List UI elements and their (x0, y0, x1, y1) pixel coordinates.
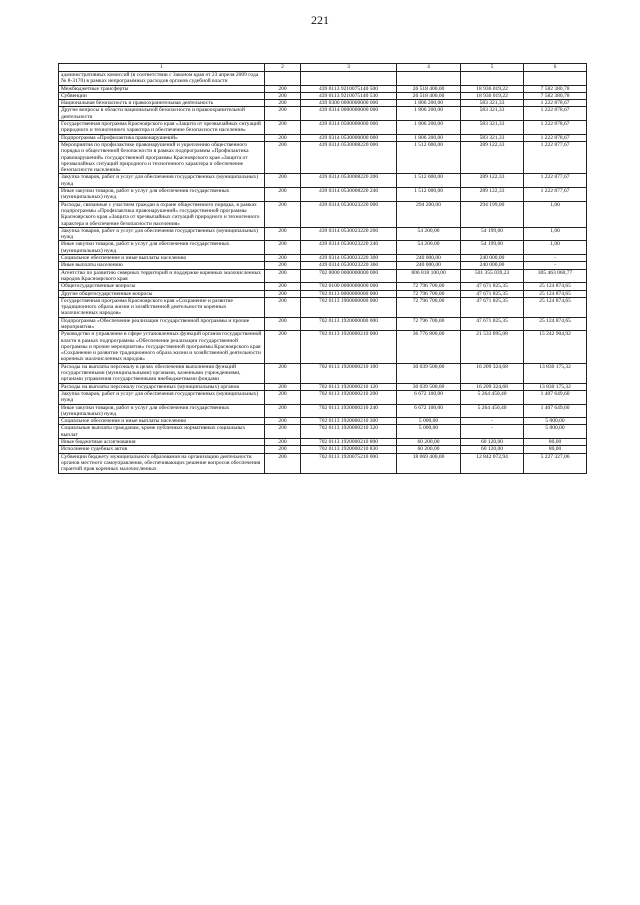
row-code: 200 (265, 446, 301, 453)
row-description: Социальное обеспечение и иные выплаты населению (59, 418, 265, 425)
row-description: административных комиссий (в соответствии с Законом края от 23 апреля 2009 года № 8-3170) в рамках непрограммных расходов органов судебной власти (59, 72, 265, 86)
row-code (265, 72, 301, 86)
table-row (59, 134, 587, 141)
row-approved-amount: 1 512 000,00 (397, 174, 461, 188)
row-code: 200 (265, 255, 301, 262)
row-code: 200 (265, 134, 301, 141)
row-approved-amount: 5 000,00 (397, 418, 461, 425)
row-classifier: 439 0314 0000000000 000 (301, 107, 397, 121)
row-classifier: 702 0113 1920000210 830 (301, 446, 397, 453)
row-classifier: 439 0314 0530008220 240 (301, 188, 397, 202)
row-classifier: 702 0113 1920000210 120 (301, 383, 397, 390)
row-approved-amount: 36 776 800,00 (397, 331, 461, 363)
row-executed-amount: 16 209 324,68 (461, 363, 524, 383)
row-unexecuted-amount: 25 124 874,65 (524, 317, 587, 331)
row-approved-amount: 1 512 000,00 (397, 188, 461, 202)
table-row (59, 297, 587, 317)
row-approved-amount: 6 672 100,00 (397, 390, 461, 404)
row-code: 200 (265, 390, 301, 404)
row-code: 200 (265, 453, 301, 473)
row-unexecuted-amount: 5 227 327,06 (524, 453, 587, 473)
row-description: Общегосударственные вопросы (59, 283, 265, 290)
table-body (59, 72, 587, 474)
row-description: Субвенции (59, 92, 265, 99)
row-executed-amount: 583 321,33 (461, 107, 524, 121)
row-executed-amount: 21 533 895,08 (461, 331, 524, 363)
row-unexecuted-amount: 1 222 878,67 (524, 107, 587, 121)
row-description: Иные закупки товаров, работ и услуг для обеспечения государственных (муниципальных) нужд (59, 188, 265, 202)
table-row (59, 390, 587, 404)
row-executed-amount: 16 209 324,68 (461, 383, 524, 390)
row-code: 200 (265, 269, 301, 283)
row-unexecuted-amount: 25 124 874,65 (524, 283, 587, 290)
table-row (59, 418, 587, 425)
row-unexecuted-amount: 25 124 874,65 (524, 290, 587, 297)
row-executed-amount: 54 199,00 (461, 241, 524, 255)
row-approved-amount: 26 518 400,00 (397, 92, 461, 99)
row-code: 200 (265, 297, 301, 317)
row-code: 200 (265, 404, 301, 418)
row-approved-amount: 54 200,00 (397, 241, 461, 255)
row-description: Закупка товаров, работ и услуг для обеспечения государственных (муниципальных) нужд (59, 390, 265, 404)
row-executed-amount: 289 122,33 (461, 141, 524, 173)
row-classifier: 702 0113 1920075210 000 (301, 453, 397, 473)
row-code: 200 (265, 121, 301, 135)
row-executed-amount: 60 120,00 (461, 439, 524, 446)
row-approved-amount: 72 796 700,00 (397, 283, 461, 290)
row-code: 200 (265, 174, 301, 188)
row-classifier: 702 0113 1900000000 000 (301, 297, 397, 317)
row-approved-amount: 60 200,00 (397, 446, 461, 453)
row-unexecuted-amount: 5 000,00 (524, 425, 587, 439)
row-unexecuted-amount: 15 242 904,92 (524, 331, 587, 363)
row-approved-amount: 72 796 700,00 (397, 297, 461, 317)
row-description: Закупка товаров, работ и услуг для обеспечения государственных (муниципальных) нужд (59, 227, 265, 241)
row-classifier: 439 0314 0530023220 240 (301, 241, 397, 255)
row-executed-amount: 5 264 450,40 (461, 390, 524, 404)
table-row (59, 262, 587, 269)
row-classifier: 439 0300 0000000000 000 (301, 100, 397, 107)
row-executed-amount: 47 671 825,35 (461, 283, 524, 290)
row-description: Другие общегосударственные вопросы (59, 290, 265, 297)
column-header: 1 (59, 64, 265, 72)
row-code: 200 (265, 241, 301, 255)
row-classifier: 439 0314 0530023220 000 (301, 201, 397, 227)
row-code: 200 (265, 425, 301, 439)
row-description: Межбюджетные трансферты (59, 85, 265, 92)
row-classifier: 702 0113 1920000000 000 (301, 317, 397, 331)
row-code: 200 (265, 201, 301, 227)
row-executed-amount: 18 936 019,22 (461, 92, 524, 99)
row-description: Субвенции бюджету муниципального образования на организацию деятельности органов местного самоуправления, обеспечивающих решение вопросов обеспечения гарантий прав коренных малочисленных (59, 453, 265, 473)
row-approved-amount: 60 200,00 (397, 439, 461, 446)
row-approved-amount: 72 796 700,00 (397, 317, 461, 331)
row-classifier: 702 0113 1920000210 100 (301, 363, 397, 383)
row-executed-amount: 47 671 825,35 (461, 317, 524, 331)
row-description: Мероприятия по профилактике правонарушений и укреплению общественного порядка и общественной безопасности в рамках подпрограммы «Профилактика правонарушений» государственной программы Красноярского края «Защита от чрезвычайных ситуаций природного и техногенного характера и обеспечение безопасности населения» (59, 141, 265, 173)
column-header: 6 (524, 64, 587, 72)
table-row (59, 100, 587, 107)
row-approved-amount: 6 672 100,00 (397, 404, 461, 418)
row-approved-amount: 30 039 500,00 (397, 363, 461, 383)
table-header-row (59, 64, 587, 72)
row-unexecuted-amount: 7 582 380,78 (524, 92, 587, 99)
table-row (59, 446, 587, 453)
row-unexecuted-amount: 25 124 874,65 (524, 297, 587, 317)
row-code: 200 (265, 317, 301, 331)
row-approved-amount: 30 039 500,00 (397, 383, 461, 390)
row-executed-amount: 12 842 072,94 (461, 453, 524, 473)
row-classifier: 439 0314 0530008220 000 (301, 141, 397, 173)
row-code: 200 (265, 227, 301, 241)
row-description: Национальная безопасность и правоохранительная деятельность (59, 100, 265, 107)
row-description: Государственная программа Красноярского края «Сохранение и развитие традиционного образа жизни и хозяйственной деятельности коренных малочисленных народов» (59, 297, 265, 317)
row-approved-amount: 5 000,00 (397, 425, 461, 439)
row-classifier: 702 0113 1920000210 300 (301, 418, 397, 425)
table-row (59, 174, 587, 188)
table-row (59, 188, 587, 202)
row-code: 200 (265, 188, 301, 202)
row-approved-amount: 18 069 400,00 (397, 453, 461, 473)
row-classifier: 702 0000 0000000000 000 (301, 269, 397, 283)
row-code: 200 (265, 363, 301, 383)
table-row (59, 363, 587, 383)
row-unexecuted-amount: 305 463 060,77 (524, 269, 587, 283)
row-approved-amount: 1 806 200,00 (397, 134, 461, 141)
row-description: Иные закупки товаров, работ и услуг для обеспечения государственных (муниципальных) нужд (59, 241, 265, 255)
table-row (59, 255, 587, 262)
row-executed-amount: 583 321,33 (461, 121, 524, 135)
row-executed-amount: 5 264 450,40 (461, 404, 524, 418)
table-row (59, 317, 587, 331)
row-executed-amount: 294 199,00 (461, 201, 524, 227)
row-approved-amount: 1 512 000,00 (397, 141, 461, 173)
row-executed-amount: 47 671 825,35 (461, 297, 524, 317)
column-header: 2 (265, 64, 301, 72)
page-number: 221 (311, 13, 329, 27)
table-row (59, 121, 587, 135)
row-classifier: 702 0113 0000000000 000 (301, 290, 397, 297)
row-classifier: 439 0314 0530000000 000 (301, 134, 397, 141)
row-approved-amount: 54 200,00 (397, 227, 461, 241)
row-code: 200 (265, 92, 301, 99)
row-code: 200 (265, 283, 301, 290)
row-executed-amount: 289 122,33 (461, 188, 524, 202)
row-classifier: 439 0314 0500000000 000 (301, 121, 397, 135)
row-classifier: 439 0314 0530023220 360 (301, 262, 397, 269)
table-row (59, 453, 587, 473)
row-code: 200 (265, 100, 301, 107)
row-approved-amount: 1 806 200,00 (397, 107, 461, 121)
row-unexecuted-amount: 13 830 175,32 (524, 363, 587, 383)
row-unexecuted-amount: - (524, 262, 587, 269)
row-description: Расходы на выплаты персоналу в целях обеспечения выполнения функций государственными (муниципальными) органами, казенными учреждениями, органами управления государственными внебюджетными фондами (59, 363, 265, 383)
row-unexecuted-amount (524, 72, 587, 86)
column-header: 3 (301, 64, 397, 72)
table-row (59, 290, 587, 297)
row-description: Закупка товаров, работ и услуг для обеспечения государственных (муниципальных) нужд (59, 174, 265, 188)
row-approved-amount: 294 200,00 (397, 201, 461, 227)
table-row (59, 283, 587, 290)
row-classifier: 702 0113 1920000210 800 (301, 439, 397, 446)
row-unexecuted-amount: 1,00 (524, 201, 587, 227)
row-description: Социальное обеспечение и иные выплаты населению (59, 255, 265, 262)
row-description: Иные закупки товаров, работ и услуг для обеспечения государственных (муниципальных) нужд (59, 404, 265, 418)
row-unexecuted-amount: 13 830 175,32 (524, 383, 587, 390)
row-approved-amount: 72 796 700,00 (397, 290, 461, 297)
row-description: Подпрограмма «Профилактика правонарушений» (59, 134, 265, 141)
row-unexecuted-amount: 1 222 877,67 (524, 141, 587, 173)
row-code: 200 (265, 141, 301, 173)
row-classifier: 439 0113 9210075140 500 (301, 85, 397, 92)
row-executed-amount: 240 000,00 (461, 255, 524, 262)
table-row (59, 201, 587, 227)
row-classifier: 439 0314 0530023220 300 (301, 255, 397, 262)
row-classifier: 439 0113 9210075140 530 (301, 92, 397, 99)
table-row (59, 331, 587, 363)
row-unexecuted-amount: 5 000,00 (524, 418, 587, 425)
column-header: 5 (461, 64, 524, 72)
table-row (59, 107, 587, 121)
row-classifier: 702 0113 1920000210 320 (301, 425, 397, 439)
row-code: 200 (265, 383, 301, 390)
row-classifier: 439 0314 0530023220 200 (301, 227, 397, 241)
row-approved-amount: 806 818 100,00 (397, 269, 461, 283)
row-description: Государственная программа Красноярского края «Защита от чрезвычайных ситуаций природного и техногенного характера и обеспечение безопасности населения» (59, 121, 265, 135)
row-classifier: 702 0113 1920000210 240 (301, 404, 397, 418)
table-row (59, 269, 587, 283)
table-row (59, 92, 587, 99)
row-description: Социальные выплаты гражданам, кроме публичных нормативных социальных выплат (59, 425, 265, 439)
row-approved-amount: 240 000,00 (397, 255, 461, 262)
row-executed-amount: - (461, 425, 524, 439)
row-classifier: 439 0314 0530008220 200 (301, 174, 397, 188)
row-approved-amount (397, 72, 461, 86)
table-row (59, 241, 587, 255)
row-executed-amount: - (461, 418, 524, 425)
row-approved-amount: 26 518 400,00 (397, 85, 461, 92)
row-executed-amount (461, 72, 524, 86)
row-code: 200 (265, 331, 301, 363)
row-unexecuted-amount: 1 222 877,67 (524, 174, 587, 188)
row-executed-amount: 60 120,00 (461, 446, 524, 453)
row-description: Расходы, связанные с участием граждан в охране общественного порядка, в рамках подпрограммы «Профилактика правонарушений» государственной программы Красноярского края «Защита от чрезвычайных ситуаций природного и техногенного характера и обеспечение безопасности населения» (59, 201, 265, 227)
row-executed-amount: 18 936 019,22 (461, 85, 524, 92)
table-row (59, 404, 587, 418)
row-code: 200 (265, 418, 301, 425)
row-unexecuted-amount: 1 407 649,60 (524, 390, 587, 404)
row-unexecuted-amount: 80,00 (524, 439, 587, 446)
row-code: 200 (265, 290, 301, 297)
row-unexecuted-amount: - (524, 255, 587, 262)
row-classifier (301, 72, 397, 86)
column-header: 4 (397, 64, 461, 72)
row-description: Расходы на выплаты персоналу государственных (муниципальных) органов (59, 383, 265, 390)
table-row (59, 383, 587, 390)
row-unexecuted-amount: 1 222 878,67 (524, 121, 587, 135)
row-executed-amount: 289 122,33 (461, 174, 524, 188)
row-description: Иные бюджетные ассигнования (59, 439, 265, 446)
row-code: 200 (265, 262, 301, 269)
budget-table (58, 63, 587, 474)
row-executed-amount: 54 199,00 (461, 227, 524, 241)
row-description: Подпрограмма «Обеспечение реализации государственной программы и прочие мероприятия» (59, 317, 265, 331)
row-description: Иные выплаты населению (59, 262, 265, 269)
row-executed-amount: 583 321,33 (461, 134, 524, 141)
row-unexecuted-amount: 1,00 (524, 241, 587, 255)
row-unexecuted-amount: 80,00 (524, 446, 587, 453)
row-classifier: 702 0113 1920000210 200 (301, 390, 397, 404)
row-code: 200 (265, 85, 301, 92)
row-description: Другие вопросы в области национальной безопасности и правоохранительной деятельности (59, 107, 265, 121)
row-description: Руководство и управление в сфере установленных функций органов государственной власти в рамках подпрограммы «Обеспечение реализации государственной программы и прочие мероприятия» государственной программы Красноярского края «Сохранение и развитие традиционного образа жизни и хозяйственной деятельности коренных малочисленных народов» (59, 331, 265, 363)
table-row (59, 141, 587, 173)
row-classifier: 702 0100 0000000000 000 (301, 283, 397, 290)
row-executed-amount: 240 000,00 (461, 262, 524, 269)
row-executed-amount: 47 671 825,35 (461, 290, 524, 297)
table-row (59, 72, 587, 86)
table-row (59, 85, 587, 92)
row-executed-amount: 583 321,33 (461, 100, 524, 107)
row-unexecuted-amount: 7 582 380,78 (524, 85, 587, 92)
table-row (59, 425, 587, 439)
row-unexecuted-amount: 1 222 878,67 (524, 134, 587, 141)
row-unexecuted-amount: 1 222 877,67 (524, 188, 587, 202)
row-description: Агентство по развитию северных территорий и поддержке коренных малочисленных народов Красноярского края (59, 269, 265, 283)
row-approved-amount: 1 806 200,00 (397, 100, 461, 107)
row-code: 200 (265, 107, 301, 121)
row-description: Исполнение судебных актов (59, 446, 265, 453)
row-unexecuted-amount: 1,00 (524, 227, 587, 241)
row-code: 200 (265, 439, 301, 446)
row-unexecuted-amount: 1 222 878,67 (524, 100, 587, 107)
row-classifier: 702 0113 1920000210 000 (301, 331, 397, 363)
row-unexecuted-amount: 1 407 649,60 (524, 404, 587, 418)
table-row (59, 227, 587, 241)
table-row (59, 439, 587, 446)
row-approved-amount: 240 000,00 (397, 262, 461, 269)
row-approved-amount: 1 806 200,00 (397, 121, 461, 135)
row-executed-amount: 501 355 039,23 (461, 269, 524, 283)
